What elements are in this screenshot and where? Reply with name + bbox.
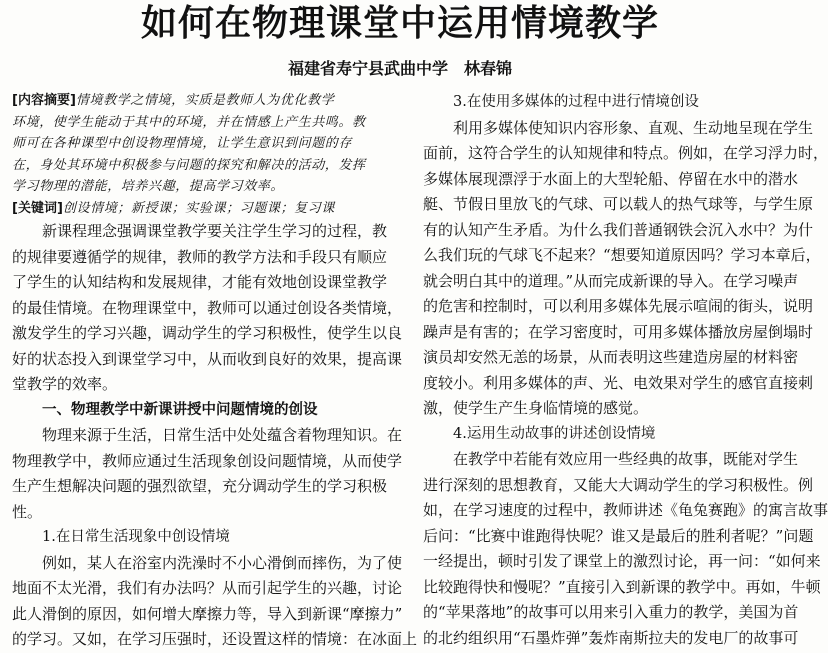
abstract-line: 学习物理的潜能，培养兴趣，提高学习效率。 (12, 179, 285, 194)
text-line: 比较跑得快和慢呢？”直接引入到新课的教学中。再如，牛顿 (423, 577, 821, 596)
text-line: 躁声是有害的；在学习密度时，可用多媒体播放房屋倒塌时 (423, 322, 814, 341)
keywords-label: [关键词] (12, 200, 63, 216)
text-line: 物理来源于生活，日常生活中处处蕴含着物理知识。在 (42, 426, 403, 444)
sub4-paragraph (423, 447, 828, 651)
keywords-line (12, 198, 390, 220)
left-column (12, 90, 418, 648)
text-line: 堂教学的效率。 (12, 375, 118, 393)
text-line: 新课程理念强调课堂教学要关注学生学习的过程，教 (42, 222, 388, 240)
text-line: 就会明白其中的道理。”从而完成新课的导入。在学习噪声 (423, 271, 799, 290)
text-line: 如，在学习速度的过程中，教师讲述《龟兔赛跑》的寓言故事 (423, 501, 828, 519)
text-line: 度较小。利用多媒体的声、光、电效果对学生的感官直接刺 (423, 373, 814, 392)
article-title: 如何在物理课堂中运用情境教学 (140, 3, 659, 44)
text-line: 物理教学中，教师应通过生活现象创设问题情境，从而使学 (12, 451, 403, 470)
text-line: 艇、节假日里放飞的气球、可以载人的热气球等，与学生原 (423, 195, 814, 213)
text-line: 演员却安然无恙的场景，从而表明这些建造房屋的材料密 (423, 348, 799, 366)
text-line: 的学习。又如，在学习压强时，还设置这样的情境：在冰面上 (12, 630, 418, 648)
abstract-line: 在，身处其环境中积极参与问题的探究和解决的活动，发挥 (12, 157, 366, 173)
text-line: 激，使学生产生身临情境的感觉。 (423, 399, 649, 417)
text-line: 面前，这符合学生的认知规律和特点。例如，在学习浮力时， (423, 144, 828, 162)
text-line: 的危害和控制时，可以利用多媒体先展示喧闹的街头，说明 (423, 297, 814, 315)
abstract-line (12, 90, 390, 112)
text-line: 么我们玩的气球飞不起来？“想要知道原因吗？学习本章后， (423, 246, 821, 264)
text-line: 在教学中若能有效应用一些经典的故事，既能对学生 (453, 450, 799, 468)
abstract-text: 情境教学之情境，实质是教师人为优化教学 (75, 93, 335, 108)
abstract-line: 环境，使学生能动于其中的环境，并在情感上产生共鸣。教 (12, 114, 366, 130)
author-line: 福建省寿宁县武曲中学 林春锦 (287, 59, 512, 78)
section-heading: 一、物理教学中新课讲授中问题情境的创设 (42, 401, 318, 418)
text-line: 地面不太光滑，我们有办法吗？从而引起学生的兴趣，讨论 (12, 579, 403, 597)
keywords-text: 创设情境；新授课；实验课；习题课；复习课 (62, 200, 335, 216)
text-line: 利用多媒体使知识内容形象、直观、生动地呈现在学生 (453, 118, 814, 137)
text-line: 后问：“比赛中谁跑得快呢？谁又是最后的胜利者呢？”问题 (423, 526, 814, 545)
subsection-heading: 4.运用生动故事的讲述创设情境 (453, 425, 656, 442)
text-line: 多媒体展现漂浮于水面上的大型轮船、停留在水中的潜水 (423, 169, 799, 188)
text-line: 例如，某人在浴室内洗澡时不小心滑倒而摔伤，为了使 (42, 553, 403, 572)
text-line: 此人滑倒的原因，如何增大摩擦力等，导入到新课“摩擦力” (12, 604, 403, 623)
text-line: 进行深刻的思想教育，又能大大调动学生的学习积极性。例 (423, 475, 814, 494)
subsection-heading: 1.在日常生活现象中创设情境 (42, 529, 230, 545)
text-line: 了学生的认知结构和发展规律，才能有效地创设课堂教学 (12, 273, 388, 291)
text-line: 的“苹果落地”的故事可以用来引入重力的教学，美国为首 (423, 603, 799, 621)
intro-paragraph (12, 219, 403, 398)
right-column (423, 90, 828, 647)
text-line: 性。 (12, 502, 43, 521)
abstract-line: 师可在各种课型中创设物理情境，让学生意识到问题的存 (12, 136, 353, 151)
text-line: 的最佳情境。在物理课堂中，教师可以通过创设各类情境， (12, 298, 403, 317)
sub3-paragraph (423, 116, 828, 422)
text-line: 有的认知产生矛盾。为什么我们普通钢铁会沉入水中？为什 (423, 220, 814, 239)
text-line: 生产生想解决问题的强烈欲望，充分调动学生的学习积极 (12, 477, 388, 495)
abstract (12, 90, 390, 219)
sub1-paragraph (12, 551, 418, 653)
text-line: 的北约组织用“石墨炸弹”轰炸南斯拉夫的发电厂的故事可 (423, 628, 799, 647)
abstract-label: [内容摘要] (12, 93, 76, 108)
section1-paragraph (12, 423, 403, 525)
text-line: 一经提出，顿时引发了课堂上的激烈讨论，再一问：“如何来 (423, 552, 821, 570)
text-line: 的规律要遵循学的规律，教师的教学方法和手段只有顺应 (12, 247, 388, 266)
subsection-heading: 3.在使用多媒体的过程中进行情境创设 (453, 94, 699, 110)
text-line: 好的状态投入到课堂学习中，从而收到良好的效果，提高课 (12, 349, 403, 368)
text-line: 激发学生的学习兴趣，调动学生的学习积极性，使学生以良 (12, 324, 403, 342)
